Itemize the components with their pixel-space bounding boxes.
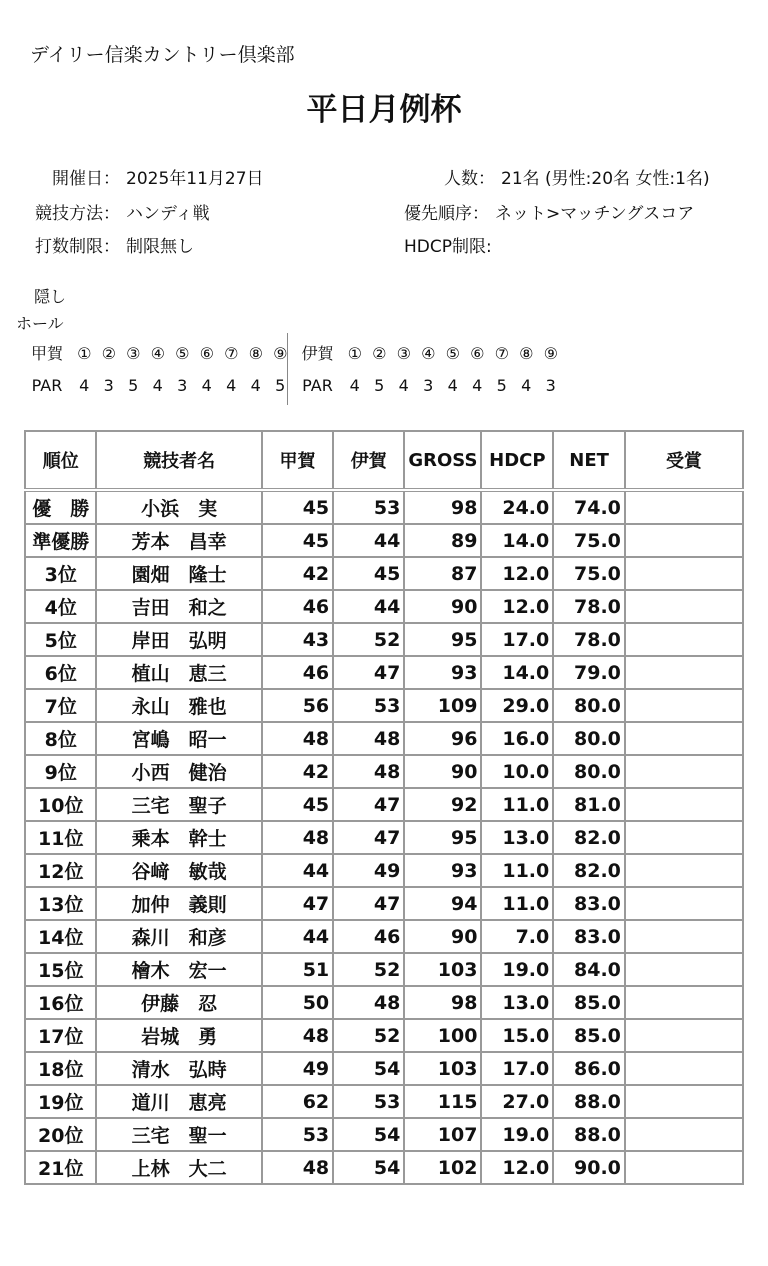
in-hole-mark: ⑧ (519, 344, 534, 363)
table-row (25, 854, 743, 887)
award-cell (625, 920, 743, 953)
out-score-cell: 44 (262, 920, 333, 953)
limit-row (22, 232, 194, 257)
date-value: 2025年11月27日 (126, 169, 264, 189)
gross-cell: 95 (404, 821, 481, 854)
out-score-cell: 48 (262, 1151, 333, 1184)
header-out: 甲賀 (262, 431, 333, 490)
in-hole-mark: ⑥ (470, 344, 485, 363)
award-cell (625, 722, 743, 755)
name-cell: 檜木 宏一 (96, 953, 261, 986)
out-score-cell: 42 (262, 755, 333, 788)
out-hole-mark: ③ (126, 344, 141, 363)
hdcp-cell: 13.0 (481, 821, 553, 854)
table-row (25, 722, 743, 755)
out-par-value: 5 (128, 376, 139, 395)
award-cell (625, 490, 743, 524)
out-hole-mark: ① (77, 344, 92, 363)
course-divider (287, 333, 288, 405)
priority-value: ネット>マッチングスコア (495, 204, 695, 224)
hdcp-cell: 11.0 (481, 788, 553, 821)
out-score-cell: 43 (262, 623, 333, 656)
out-par-value: 4 (79, 376, 90, 395)
rank-cell: 18位 (25, 1052, 96, 1085)
name-cell: 吉田 和之 (96, 590, 261, 623)
table-row (25, 887, 743, 920)
name-cell: 道川 恵亮 (96, 1085, 261, 1118)
in-hole-mark: ④ (421, 344, 436, 363)
name-cell: 岸田 弘明 (96, 623, 261, 656)
in-par-value: 4 (521, 376, 532, 395)
hdcp-cell: 29.0 (481, 689, 553, 722)
name-cell: 加仲 義則 (96, 887, 261, 920)
gross-cell: 92 (404, 788, 481, 821)
rank-cell: 9位 (25, 755, 96, 788)
out-score-cell: 46 (262, 656, 333, 689)
table-row (25, 821, 743, 854)
name-cell: 小浜 実 (96, 490, 261, 524)
rank-cell: 4位 (25, 590, 96, 623)
gross-cell: 87 (404, 557, 481, 590)
rank-cell: 準優勝 (25, 524, 96, 557)
in-hole-mark: ① (347, 344, 362, 363)
award-cell (625, 953, 743, 986)
out-score-cell: 50 (262, 986, 333, 1019)
name-cell: 伊藤 忍 (96, 986, 261, 1019)
net-cell: 78.0 (553, 623, 625, 656)
hdcp-cell: 15.0 (481, 1019, 553, 1052)
hdcp-cell: 7.0 (481, 920, 553, 953)
award-cell (625, 1019, 743, 1052)
in-score-cell: 54 (333, 1052, 404, 1085)
net-cell: 83.0 (553, 887, 625, 920)
out-score-cell: 48 (262, 1019, 333, 1052)
gross-cell: 102 (404, 1151, 481, 1184)
table-row (25, 623, 743, 656)
in-score-cell: 44 (333, 524, 404, 557)
method-value: ハンディ戦 (126, 204, 210, 224)
hdcp-cell: 12.0 (481, 557, 553, 590)
out-score-cell: 47 (262, 887, 333, 920)
in-score-cell: 53 (333, 1085, 404, 1118)
hole-numbers-row (22, 341, 563, 364)
name-cell: 宮嶋 昭一 (96, 722, 261, 755)
table-row (25, 524, 743, 557)
net-cell: 85.0 (553, 1019, 625, 1052)
in-par-value: 5 (496, 376, 507, 395)
net-cell: 90.0 (553, 1151, 625, 1184)
award-cell (625, 1118, 743, 1151)
hidden-hole-label-2: ホール (16, 314, 64, 333)
in-score-cell: 52 (333, 623, 404, 656)
date-label: 開催日： (52, 169, 120, 189)
gross-cell: 115 (404, 1085, 481, 1118)
hdcp-cell: 10.0 (481, 755, 553, 788)
gross-cell: 94 (404, 887, 481, 920)
net-cell: 80.0 (553, 689, 625, 722)
net-cell: 80.0 (553, 722, 625, 755)
net-cell: 75.0 (553, 557, 625, 590)
net-cell: 81.0 (553, 788, 625, 821)
header-net: NET (553, 431, 625, 490)
name-cell: 園畑 隆士 (96, 557, 261, 590)
name-cell: 小西 健治 (96, 755, 261, 788)
table-row (25, 656, 743, 689)
table-row (25, 788, 743, 821)
header-rank: 順位 (25, 431, 96, 490)
in-score-cell: 47 (333, 887, 404, 920)
rank-cell: 12位 (25, 854, 96, 887)
rank-cell: 8位 (25, 722, 96, 755)
rank-cell: 6位 (25, 656, 96, 689)
name-cell: 岩城 勇 (96, 1019, 261, 1052)
out-score-cell: 46 (262, 590, 333, 623)
name-cell: 永山 雅也 (96, 689, 261, 722)
count-value: 21名 (男性:20名 女性:1名) (501, 169, 710, 189)
award-cell (625, 557, 743, 590)
table-row (25, 1052, 743, 1085)
net-cell: 79.0 (553, 656, 625, 689)
table-row (25, 590, 743, 623)
rank-cell: 20位 (25, 1118, 96, 1151)
results-table (24, 430, 744, 1185)
name-cell: 芳本 昌幸 (96, 524, 261, 557)
gross-cell: 89 (404, 524, 481, 557)
header-in: 伊賀 (333, 431, 404, 490)
award-cell (625, 590, 743, 623)
name-cell: 乗本 幹士 (96, 821, 261, 854)
gross-cell: 90 (404, 590, 481, 623)
hdcp-cell: 14.0 (481, 656, 553, 689)
net-cell: 86.0 (553, 1052, 625, 1085)
net-cell: 80.0 (553, 755, 625, 788)
count-label: 人数： (444, 169, 495, 189)
name-cell: 三宅 聖子 (96, 788, 261, 821)
in-score-cell: 48 (333, 722, 404, 755)
in-par-value: 3 (423, 376, 434, 395)
award-cell (625, 1052, 743, 1085)
in-hole-mark: ⑨ (543, 344, 558, 363)
table-row (25, 1019, 743, 1052)
table-row (25, 1085, 743, 1118)
hidden-hole-label-1: 隠し (34, 287, 67, 306)
award-cell (625, 755, 743, 788)
out-par-value: 4 (250, 376, 261, 395)
table-row (25, 1118, 743, 1151)
award-cell (625, 656, 743, 689)
out-score-cell: 56 (262, 689, 333, 722)
hdcp-cell: 24.0 (481, 490, 553, 524)
in-par-value: 5 (374, 376, 385, 395)
out-score-cell: 45 (262, 788, 333, 821)
page-title: 平日月例杯 (306, 92, 462, 128)
award-cell (625, 821, 743, 854)
rank-cell: 10位 (25, 788, 96, 821)
hdcp-cell: 14.0 (481, 524, 553, 557)
hdcp-cell: 17.0 (481, 623, 553, 656)
in-score-cell: 47 (333, 821, 404, 854)
rank-cell: 17位 (25, 1019, 96, 1052)
out-score-cell: 42 (262, 557, 333, 590)
header-name: 競技者名 (96, 431, 261, 490)
hdcp-cell: 17.0 (481, 1052, 553, 1085)
date-row (22, 164, 264, 189)
in-course-name: 伊賀 (301, 344, 334, 363)
table-row (25, 755, 743, 788)
rank-cell: 7位 (25, 689, 96, 722)
award-cell (625, 986, 743, 1019)
hdcp-cell: 11.0 (481, 887, 553, 920)
out-score-cell: 44 (262, 854, 333, 887)
in-hole-mark: ③ (396, 344, 411, 363)
net-cell: 75.0 (553, 524, 625, 557)
hdcp-cell: 19.0 (481, 1118, 553, 1151)
limit-label: 打数制限： (35, 237, 120, 257)
out-score-cell: 51 (262, 953, 333, 986)
net-cell: 82.0 (553, 821, 625, 854)
out-hole-mark: ⑨ (273, 344, 288, 363)
header-award: 受賞 (625, 431, 743, 490)
out-hole-mark: ② (101, 344, 116, 363)
table-header-row (25, 431, 743, 490)
in-hole-mark: ⑦ (494, 344, 509, 363)
award-cell (625, 1151, 743, 1184)
in-par-value: 4 (349, 376, 360, 395)
rank-cell: 16位 (25, 986, 96, 1019)
table-row (25, 490, 743, 524)
name-cell: 谷﨑 敏哉 (96, 854, 261, 887)
out-score-cell: 45 (262, 524, 333, 557)
in-hole-mark: ② (372, 344, 387, 363)
out-score-cell: 53 (262, 1118, 333, 1151)
out-hole-mark: ⑥ (199, 344, 214, 363)
in-par-value: 3 (545, 376, 556, 395)
hdcp-cell: 16.0 (481, 722, 553, 755)
out-hole-mark: ⑤ (175, 344, 190, 363)
rank-cell: 優 勝 (25, 490, 96, 524)
name-cell: 清水 弘時 (96, 1052, 261, 1085)
net-cell: 88.0 (553, 1118, 625, 1151)
in-score-cell: 48 (333, 755, 404, 788)
method-row (22, 199, 210, 224)
rank-cell: 21位 (25, 1151, 96, 1184)
in-hole-mark: ⑤ (445, 344, 460, 363)
header-gross: GROSS (404, 431, 481, 490)
out-course-name: 甲賀 (30, 344, 63, 363)
out-score-cell: 49 (262, 1052, 333, 1085)
name-cell: 植山 恵三 (96, 656, 261, 689)
in-score-cell: 52 (333, 1019, 404, 1052)
rank-cell: 14位 (25, 920, 96, 953)
award-cell (625, 689, 743, 722)
in-score-cell: 46 (333, 920, 404, 953)
in-score-cell: 52 (333, 953, 404, 986)
award-cell (625, 887, 743, 920)
out-par-value: 4 (201, 376, 212, 395)
rank-cell: 5位 (25, 623, 96, 656)
hdcp-limit-label: HDCP制限: (404, 237, 492, 257)
rank-cell: 15位 (25, 953, 96, 986)
out-par-value: 3 (177, 376, 188, 395)
hdcp-cell: 12.0 (481, 590, 553, 623)
gross-cell: 93 (404, 854, 481, 887)
in-score-cell: 54 (333, 1151, 404, 1184)
out-score-cell: 45 (262, 490, 333, 524)
gross-cell: 109 (404, 689, 481, 722)
gross-cell: 100 (404, 1019, 481, 1052)
in-par-value: 4 (447, 376, 458, 395)
hdcp-cell: 27.0 (481, 1085, 553, 1118)
net-cell: 83.0 (553, 920, 625, 953)
count-row (444, 164, 710, 189)
table-row (25, 557, 743, 590)
hdcp-cell: 12.0 (481, 1151, 553, 1184)
gross-cell: 103 (404, 1052, 481, 1085)
net-cell: 82.0 (553, 854, 625, 887)
gross-cell: 90 (404, 755, 481, 788)
out-hole-mark: ④ (150, 344, 165, 363)
gross-cell: 103 (404, 953, 481, 986)
hdcp-cell: 19.0 (481, 953, 553, 986)
rank-cell: 3位 (25, 557, 96, 590)
club-name: デイリー信楽カントリー倶楽部 (30, 44, 295, 66)
method-label: 競技方法： (35, 204, 120, 224)
in-score-cell: 49 (333, 854, 404, 887)
table-row (25, 986, 743, 1019)
rank-cell: 19位 (25, 1085, 96, 1118)
name-cell: 上林 大二 (96, 1151, 261, 1184)
out-hole-mark: ⑧ (248, 344, 263, 363)
hdcp-limit-row (404, 232, 492, 257)
gross-cell: 98 (404, 490, 481, 524)
in-par-value: 4 (472, 376, 483, 395)
priority-row (404, 199, 694, 224)
in-score-cell: 53 (333, 490, 404, 524)
in-par-label: PAR (302, 376, 333, 395)
name-cell: 森川 和彦 (96, 920, 261, 953)
out-hole-mark: ⑦ (224, 344, 239, 363)
in-score-cell: 45 (333, 557, 404, 590)
net-cell: 78.0 (553, 590, 625, 623)
in-score-cell: 44 (333, 590, 404, 623)
net-cell: 74.0 (553, 490, 625, 524)
gross-cell: 96 (404, 722, 481, 755)
out-par-value: 5 (275, 376, 286, 395)
gross-cell: 98 (404, 986, 481, 1019)
award-cell (625, 623, 743, 656)
out-score-cell: 62 (262, 1085, 333, 1118)
rank-cell: 13位 (25, 887, 96, 920)
award-cell (625, 524, 743, 557)
net-cell: 88.0 (553, 1085, 625, 1118)
gross-cell: 95 (404, 623, 481, 656)
award-cell (625, 1085, 743, 1118)
out-score-cell: 48 (262, 821, 333, 854)
table-row (25, 1151, 743, 1184)
out-score-cell: 48 (262, 722, 333, 755)
award-cell (625, 788, 743, 821)
in-score-cell: 47 (333, 788, 404, 821)
rank-cell: 11位 (25, 821, 96, 854)
out-par-value: 3 (103, 376, 114, 395)
limit-value: 制限無し (126, 237, 194, 257)
priority-label: 優先順序： (404, 204, 489, 224)
out-par-value: 4 (226, 376, 237, 395)
net-cell: 84.0 (553, 953, 625, 986)
name-cell: 三宅 聖一 (96, 1118, 261, 1151)
header-hdcp: HDCP (481, 431, 553, 490)
in-score-cell: 54 (333, 1118, 404, 1151)
out-par-value: 4 (152, 376, 163, 395)
gross-cell: 107 (404, 1118, 481, 1151)
par-row (22, 376, 563, 395)
in-score-cell: 53 (333, 689, 404, 722)
net-cell: 85.0 (553, 986, 625, 1019)
table-row (25, 689, 743, 722)
table-row (25, 953, 743, 986)
gross-cell: 93 (404, 656, 481, 689)
in-score-cell: 47 (333, 656, 404, 689)
in-score-cell: 48 (333, 986, 404, 1019)
gross-cell: 90 (404, 920, 481, 953)
out-par-label: PAR (31, 376, 63, 395)
award-cell (625, 854, 743, 887)
hdcp-cell: 11.0 (481, 854, 553, 887)
hdcp-cell: 13.0 (481, 986, 553, 1019)
in-par-value: 4 (398, 376, 409, 395)
table-row (25, 920, 743, 953)
